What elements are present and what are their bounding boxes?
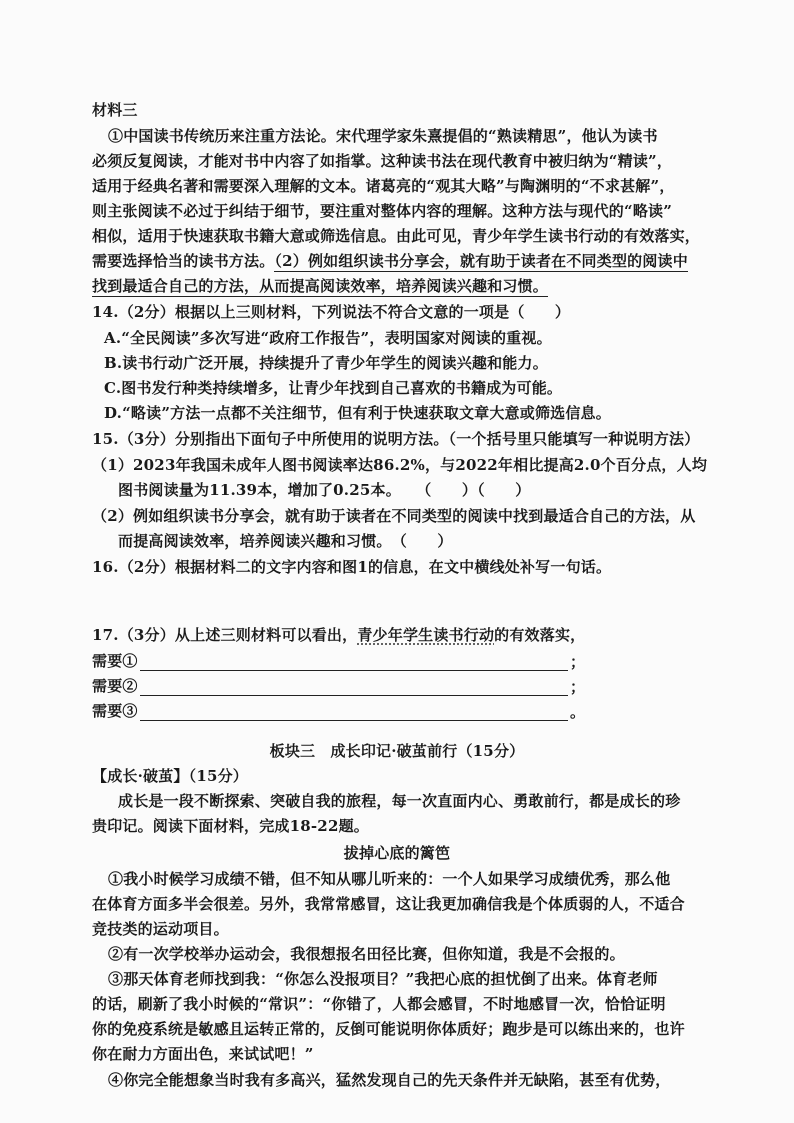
q17-answer-line-2[interactable] <box>140 695 568 696</box>
section-tag: 【成长·破茧】（15分） <box>92 767 248 785</box>
question-17-stem <box>92 625 585 645</box>
underlined-sentence: （2）例如组织读书分享会，就有助于读者在不同类型的阅读中 <box>274 252 688 270</box>
article-line: ②有一次学校举办运动会，我很想报名田径比赛，但你知道，我是不会报的。 <box>108 945 625 963</box>
material-line: 适用于经典名著和需要深入理解的文本。诸葛亮的“观其大略”与陶渊明的“不求甚解”， <box>92 177 675 195</box>
q15-item1-line2: 图书阅读量为11.39本，增加了0.25本。 （ ）（ ） <box>118 481 531 499</box>
q15-item2-line2: 而提高阅读效率，培养阅读兴趣和习惯。 （ ） <box>118 532 453 550</box>
q15-item1-line1: （1）2023年我国未成年人图书阅读率达86.2%，与2022年相比提高2.0个百分点，人均 <box>92 456 708 474</box>
article-line: ③那天体育老师找到我：“你怎么没报项目？”我把心底的担忧倒了出来。体育老师 <box>108 970 658 988</box>
material-heading: 材料三 <box>92 101 138 119</box>
question-14-stem: 14.（2分）根据以上三则材料，下列说法不符合文意的一项是（ ） <box>92 303 571 321</box>
intro-line: 成长是一段不断探索、突破自我的旅程，每一次直面内心、勇敢前行，都是成长的珍 <box>118 792 681 810</box>
q14-option-a: A.“全民阅读”多次写进“政府工作报告”，表明国家对阅读的重视。 <box>104 329 552 347</box>
article-line: 你在耐力方面出色，来试试吧！” <box>92 1045 314 1063</box>
section-title: 板块三 成长印记·破茧前行（15分） <box>269 742 525 760</box>
article-line: ①我小时候学习成绩不错，但不知从哪儿听来的：一个人如果学习成绩优秀，那么他 <box>108 870 671 888</box>
material-text: 需要选择恰当的读书方法。 <box>92 252 275 270</box>
material-line-mixed <box>92 251 688 271</box>
q17-need-2-label: 需要② <box>92 677 138 695</box>
article-title: 拔掉心底的篱笆 <box>343 844 451 862</box>
q17-need-1-label: 需要① <box>92 652 138 670</box>
article-line: 竞技类的运动项目。 <box>92 920 229 938</box>
material-line: 必须反复阅读，才能对书中内容了如指掌。这种读书法在现代教育中被归纳为“精读”， <box>92 152 673 170</box>
article-line: ④你完全能想象当时我有多高兴，猛然发现自己的先天条件并无缺陷，甚至有优势， <box>108 1071 671 1089</box>
q17-period: 。 <box>570 703 586 721</box>
article-line: 你的免疫系统是敏感且运转正常的，反倒可能说明你体质好；跑步是可以练出来的，也许 <box>92 1020 685 1038</box>
q17-semicolon: ； <box>570 678 586 696</box>
q15-item2-line1: （2）例如组织读书分享会，就有助于读者在不同类型的阅读中找到最适合自己的方法，从 <box>92 507 696 525</box>
q17-text: 的有效落实， <box>494 626 586 644</box>
q17-need-3-label: 需要③ <box>92 702 138 720</box>
material-line: 相似，适用于快速获取书籍大意或筛选信息。由此可见，青少年学生读书行动的有效落实， <box>92 227 701 245</box>
q14-option-d: D.“略读”方法一点都不关注细节，但有利于快速获取文章大意或筛选信息。 <box>104 404 611 422</box>
q17-answer-line-1[interactable] <box>140 670 568 671</box>
q17-semicolon: ； <box>570 653 586 671</box>
intro-line: 贵印记。阅读下面材料，完成18-22题。 <box>92 817 369 835</box>
question-15-stem: 15.（3分）分别指出下面句子中所使用的说明方法。（一个括号里只能填写一种说明方法） <box>92 430 700 448</box>
q17-answer-line-3[interactable] <box>140 720 568 721</box>
material-line: 则主张阅读不必过于纠结于细节，要注重对整体内容的理解。这种方法与现代的“略读” <box>92 202 673 220</box>
material-line-underlined <box>92 276 548 296</box>
q17-text: 17.（3分）从上述三则材料可以看出， <box>92 626 358 644</box>
material-line: ①中国读书传统历来注重方法论。宋代理学家朱熹提倡的“熟读精思”，他认为读书 <box>108 127 658 145</box>
article-line: 的话，刷新了我小时候的“常识”：“你错了，人都会感冒，不时地感冒一次，恰恰证明 <box>92 995 666 1013</box>
q14-option-b: B.读书行动广泛开展，持续提升了青少年学生的阅读兴趣和能力。 <box>104 354 548 372</box>
article-line: 在体育方面多半会很差。另外，我常常感冒，这让我更加确信我是个体质弱的人，不适合 <box>92 895 685 913</box>
question-16-stem: 16.（2分）根据材料二的文字内容和图1的信息，在文中横线处补写一句话。 <box>92 558 612 576</box>
q14-option-c: C.图书发行种类持续增多，让青少年找到自己喜欢的书籍成为可能。 <box>104 379 563 397</box>
q17-dotted-text: 青少年学生读书行动 <box>357 626 495 644</box>
underlined-sentence: 找到最适合自己的方法，从而提高阅读效率，培养阅读兴趣和习惯。 <box>92 277 549 295</box>
